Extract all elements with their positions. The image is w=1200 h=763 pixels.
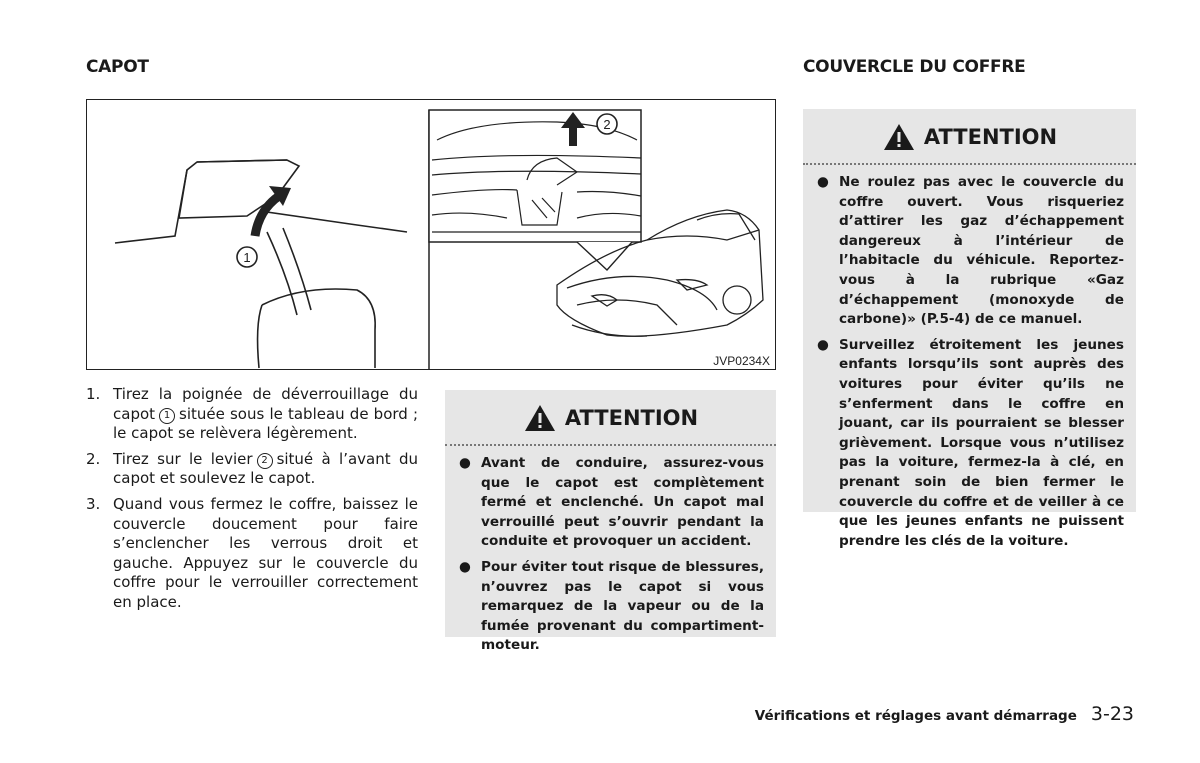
callout-ref: 1 (159, 408, 175, 424)
step-number: 2. (86, 449, 101, 468)
figure-code: JVP0234X (713, 354, 770, 368)
step-1 (86, 385, 418, 444)
step-text: Quand vous fermez le coffre, baissez le couvercle doucement pour faire s’enclencher les verrous droit et gauche. Appuyez sur le couvercle du coffre pour le verrouiller correctement en place. (113, 494, 418, 611)
step-text: situé à l’avant du capot et soulevez le capot. (113, 449, 418, 488)
callout-ref: 2 (257, 453, 273, 469)
caution-item: ● Pour éviter tout risque de blessures, n’ouvrez pas le capot si vous remarquez de la vapeur ou de la fumée provenant du compartiment-moteur. (459, 558, 764, 654)
step-2 (86, 450, 418, 489)
step-number: 3. (86, 494, 101, 513)
bullet: ● (459, 455, 471, 471)
bullet: ● (817, 174, 829, 190)
footer-section-title: Vérifications et réglages avant démarrage (754, 708, 1077, 724)
warning-triangle-icon (882, 122, 916, 152)
step-text: Tirez sur le levier (113, 449, 253, 468)
hood-caution-box (445, 390, 776, 654)
hood-release-figure (86, 99, 776, 370)
caution-title: ATTENTION (923, 125, 1058, 149)
caution-item: ● Surveillez étroitement les jeunes enfants lorsqu’ils sont auprès des voitures pour éviter qu’ils ne s’enferment dans le coffre en jouant, car ils pourraient se blesser grièvement. Lorsque vous n’utilisez pas la voiture, fermez-la à clé, en prenant soin de bien fermer le couvercle du coffre et de veiller à ce que les jeunes enfants ne puissent prendre les clés de la voiture. (817, 336, 1124, 549)
step-text: située sous le tableau de bord ; le capot se relèvera légèrement. (113, 404, 418, 443)
step-text: Tirez la poignée de déverrouillage du capot (113, 385, 418, 423)
caution-item: ● Ne roulez pas avec le couvercle du coffre ouvert. Vous risqueriez d’attirer les gaz d’échappement dangereux à l’intérieur de l’habitacle du véhicule. Reportez-vous à la rubrique «Gaz d’échappement (monoxyde de carbone)» (P.5-4) de ce manuel. (817, 174, 1124, 328)
lift-arrow (569, 126, 577, 146)
hood-release-illustration (87, 100, 775, 369)
warning-triangle-icon (523, 403, 557, 433)
release-handle-drawing (115, 160, 407, 368)
trunk-caution-box (803, 109, 1136, 549)
pull-arrow (255, 196, 279, 236)
caution-item: ● Avant de conduire, assurez-vous que le capot est complètement fermé et enclenché. Un capot mal verrouillé peut s’ouvrir pendant la conduite et provoquer un accident. (459, 455, 764, 550)
page-number: 3-23 (1090, 703, 1134, 725)
page-footer (755, 703, 1134, 725)
bullet: ● (459, 558, 471, 575)
bullet: ● (817, 336, 829, 353)
caution-title: ATTENTION (564, 406, 699, 430)
hood-steps (86, 385, 418, 619)
step-3 (86, 495, 418, 613)
callout-1-label: 1 (243, 250, 251, 265)
callout-2-label: 2 (603, 117, 611, 132)
section-heading-capot: CAPOT (86, 57, 149, 77)
step-number: 1. (86, 385, 101, 403)
section-heading-coffre: COUVERCLE DU COFFRE (803, 57, 1026, 77)
